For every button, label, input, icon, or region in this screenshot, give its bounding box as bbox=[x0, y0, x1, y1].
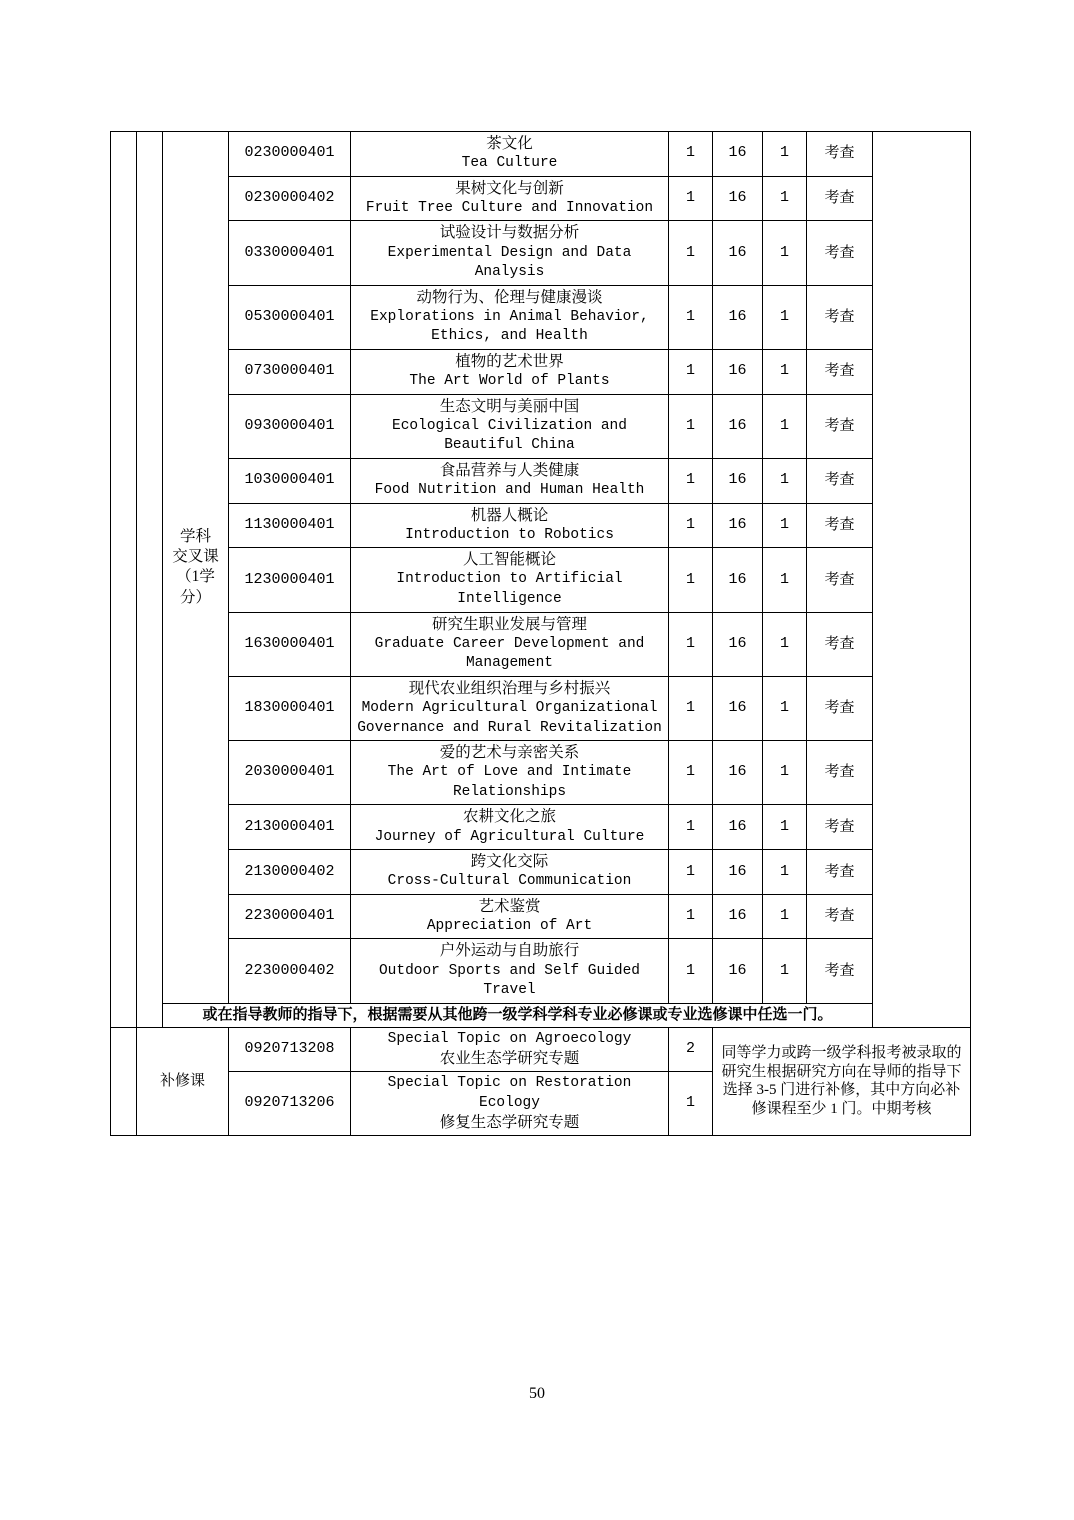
course-credit: 1 bbox=[669, 548, 713, 612]
course-code: 0230000402 bbox=[229, 176, 351, 221]
course-assessment: 考查 bbox=[807, 894, 873, 939]
course-term: 1 bbox=[763, 221, 807, 285]
course-name-en: Special Topic on Restoration Ecology bbox=[387, 1075, 632, 1111]
course-assessment: 考查 bbox=[807, 676, 873, 740]
course-name-cn: 修复生态学研究专题 bbox=[439, 1114, 580, 1132]
group-label-makeup: 补修课 bbox=[137, 1027, 229, 1136]
table-row bbox=[111, 1027, 971, 1072]
course-term: 1 bbox=[763, 850, 807, 895]
course-code: 0530000401 bbox=[229, 285, 351, 349]
course-credit: 1 bbox=[669, 612, 713, 676]
course-name-en: The Art of Love and Intimate Relationships bbox=[387, 764, 632, 800]
course-table bbox=[110, 131, 971, 1136]
course-name-en: Tea Culture bbox=[461, 155, 558, 172]
course-code: 1830000401 bbox=[229, 676, 351, 740]
course-assessment: 考查 bbox=[807, 285, 873, 349]
course-table-container bbox=[110, 131, 970, 1136]
course-hours: 16 bbox=[713, 285, 763, 349]
course-remark bbox=[873, 132, 971, 1028]
course-name-en: Introduction to Artificial Intelligence bbox=[396, 571, 623, 608]
course-name bbox=[351, 394, 669, 458]
course-name-cn: 果树文化与创新 bbox=[455, 179, 564, 197]
table-row bbox=[111, 394, 971, 458]
course-term: 1 bbox=[763, 394, 807, 458]
course-code: 0930000401 bbox=[229, 394, 351, 458]
course-code: 1030000401 bbox=[229, 458, 351, 503]
course-code: 2230000402 bbox=[229, 939, 351, 1003]
course-assessment: 考查 bbox=[807, 349, 873, 394]
course-hours: 16 bbox=[713, 894, 763, 939]
course-name-cn: 生态文明与美丽中国 bbox=[439, 397, 580, 415]
table-row bbox=[111, 741, 971, 805]
course-name-cn: 农耕文化之旅 bbox=[462, 808, 556, 826]
course-assessment: 考查 bbox=[807, 221, 873, 285]
page-number: 50 bbox=[529, 1385, 545, 1402]
course-term: 1 bbox=[763, 285, 807, 349]
course-name bbox=[351, 503, 669, 548]
course-assessment: 考查 bbox=[807, 394, 873, 458]
course-name-cn: 机器人概论 bbox=[470, 506, 549, 524]
course-hours: 16 bbox=[713, 548, 763, 612]
course-name-cn: 艺术鉴赏 bbox=[478, 897, 541, 915]
outer-spacer-cell-1 bbox=[111, 132, 137, 1028]
course-code: 1630000401 bbox=[229, 612, 351, 676]
course-credit: 1 bbox=[669, 741, 713, 805]
course-name bbox=[351, 1027, 669, 1072]
course-code: 0730000401 bbox=[229, 349, 351, 394]
table-row bbox=[111, 894, 971, 939]
course-name-en: Fruit Tree Culture and Innovation bbox=[365, 199, 654, 216]
makeup-remark: 同等学力或跨一级学科报考被录取的研究生根据研究方向在导师的指导下选择 3-5 门进行补修，其中方向必补修课程至少 1 门。中期考核 bbox=[713, 1027, 971, 1136]
outer-spacer-cell-3 bbox=[111, 1027, 137, 1136]
course-hours: 16 bbox=[713, 850, 763, 895]
course-term: 1 bbox=[763, 894, 807, 939]
course-term: 1 bbox=[763, 805, 807, 850]
course-name-cn: 研究生职业发展与管理 bbox=[431, 615, 587, 633]
table-row bbox=[111, 939, 971, 1003]
course-credit: 2 bbox=[669, 1027, 713, 1072]
course-term: 1 bbox=[763, 349, 807, 394]
table-row bbox=[111, 132, 971, 177]
course-name bbox=[351, 850, 669, 895]
course-name-en: Ecological Civilization and Beautiful China bbox=[392, 417, 627, 454]
course-name bbox=[351, 349, 669, 394]
course-name-cn: 现代农业组织治理与乡村振兴 bbox=[408, 679, 611, 697]
course-name-en: Food Nutrition and Human Health bbox=[374, 482, 645, 499]
course-name-en: Outdoor Sports and Self Guided Travel bbox=[378, 962, 641, 999]
table-row bbox=[111, 805, 971, 850]
course-credit: 1 bbox=[669, 850, 713, 895]
course-code: 2230000401 bbox=[229, 894, 351, 939]
course-hours: 16 bbox=[713, 676, 763, 740]
table-row bbox=[111, 850, 971, 895]
course-credit: 1 bbox=[669, 894, 713, 939]
course-hours: 16 bbox=[713, 612, 763, 676]
course-hours: 16 bbox=[713, 176, 763, 221]
table-row bbox=[111, 676, 971, 740]
course-name bbox=[351, 1072, 669, 1136]
course-code: 2130000402 bbox=[229, 850, 351, 895]
course-hours: 16 bbox=[713, 349, 763, 394]
group-label-line: 分） bbox=[179, 588, 211, 606]
course-term: 1 bbox=[763, 458, 807, 503]
course-hours: 16 bbox=[713, 805, 763, 850]
course-name bbox=[351, 741, 669, 805]
course-name-cn: 人工智能概论 bbox=[462, 551, 556, 569]
course-name bbox=[351, 805, 669, 850]
course-code: 2130000401 bbox=[229, 805, 351, 850]
course-name-cn: 动物行为、伦理与健康漫谈 bbox=[416, 288, 603, 306]
table-note-row bbox=[111, 1003, 971, 1027]
course-name bbox=[351, 676, 669, 740]
course-hours: 16 bbox=[713, 132, 763, 177]
course-name-en: Cross-Cultural Communication bbox=[387, 873, 632, 890]
course-credit: 1 bbox=[669, 221, 713, 285]
group-label-line: （1学 bbox=[176, 568, 215, 586]
course-name bbox=[351, 548, 669, 612]
course-name-en: Journey of Agricultural Culture bbox=[374, 828, 645, 845]
course-hours: 16 bbox=[713, 503, 763, 548]
course-name-cn: 户外运动与自助旅行 bbox=[439, 942, 580, 960]
course-name-cn: 农业生态学研究专题 bbox=[439, 1050, 580, 1068]
table-row bbox=[111, 458, 971, 503]
course-code: 0330000401 bbox=[229, 221, 351, 285]
course-name-cn: 试验设计与数据分析 bbox=[439, 224, 580, 242]
table-row bbox=[111, 221, 971, 285]
course-assessment: 考查 bbox=[807, 503, 873, 548]
course-assessment: 考查 bbox=[807, 458, 873, 503]
course-code: 0920713208 bbox=[229, 1027, 351, 1072]
table-row bbox=[111, 285, 971, 349]
course-assessment: 考查 bbox=[807, 805, 873, 850]
course-name bbox=[351, 939, 669, 1003]
course-hours: 16 bbox=[713, 741, 763, 805]
elective-note: 或在指导教师的指导下，根据需要从其他跨一级学科学科专业必修课或专业选修课中任选一门。 bbox=[163, 1003, 873, 1027]
course-credit: 1 bbox=[669, 285, 713, 349]
course-code: 0230000401 bbox=[229, 132, 351, 177]
course-name bbox=[351, 132, 669, 177]
course-hours: 16 bbox=[713, 221, 763, 285]
course-name-en: Special Topic on Agroecology bbox=[387, 1030, 632, 1047]
course-term: 1 bbox=[763, 548, 807, 612]
table-row bbox=[111, 548, 971, 612]
group-label-line: 交叉课 bbox=[172, 548, 219, 566]
course-assessment: 考查 bbox=[807, 850, 873, 895]
course-name-en: Experimental Design and Data Analysis bbox=[387, 244, 632, 281]
table-row bbox=[111, 503, 971, 548]
course-assessment: 考查 bbox=[807, 939, 873, 1003]
course-code: 1130000401 bbox=[229, 503, 351, 548]
course-term: 1 bbox=[763, 676, 807, 740]
course-code: 0920713206 bbox=[229, 1072, 351, 1136]
group-label-line: 学科 bbox=[179, 528, 211, 546]
course-assessment: 考查 bbox=[807, 176, 873, 221]
course-credit: 1 bbox=[669, 394, 713, 458]
course-name bbox=[351, 612, 669, 676]
group-label-interdisciplinary bbox=[163, 132, 229, 1004]
course-credit: 1 bbox=[669, 176, 713, 221]
table-row bbox=[111, 349, 971, 394]
course-name-en: Modern Agricultural Organizational Governance and Rural Revitalization bbox=[357, 699, 662, 736]
course-credit: 1 bbox=[669, 676, 713, 740]
course-table-body bbox=[111, 132, 971, 1136]
course-assessment: 考查 bbox=[807, 741, 873, 805]
course-credit: 1 bbox=[669, 939, 713, 1003]
course-name-en: Appreciation of Art bbox=[426, 917, 593, 934]
course-hours: 16 bbox=[713, 939, 763, 1003]
course-credit: 1 bbox=[669, 132, 713, 177]
course-name bbox=[351, 176, 669, 221]
course-name-cn: 茶文化 bbox=[486, 135, 533, 152]
course-term: 1 bbox=[763, 939, 807, 1003]
course-credit: 1 bbox=[669, 458, 713, 503]
course-name-en: Explorations in Animal Behavior, Ethics, and Health bbox=[370, 308, 649, 345]
course-name-cn: 食品营养与人类健康 bbox=[439, 461, 580, 479]
course-credit: 1 bbox=[669, 503, 713, 548]
course-credit: 1 bbox=[669, 805, 713, 850]
course-name-cn: 跨文化交际 bbox=[470, 853, 549, 871]
course-name-en: Introduction to Robotics bbox=[405, 526, 614, 543]
course-hours: 16 bbox=[713, 458, 763, 503]
course-name bbox=[351, 894, 669, 939]
course-term: 1 bbox=[763, 503, 807, 548]
course-credit: 1 bbox=[669, 1072, 713, 1136]
course-hours: 16 bbox=[713, 394, 763, 458]
course-name-cn: 爱的艺术与亲密关系 bbox=[439, 744, 580, 762]
course-name-cn: 植物的艺术世界 bbox=[455, 352, 564, 370]
course-name bbox=[351, 221, 669, 285]
course-assessment: 考查 bbox=[807, 132, 873, 177]
course-term: 1 bbox=[763, 132, 807, 177]
course-term: 1 bbox=[763, 612, 807, 676]
table-row bbox=[111, 176, 971, 221]
course-code: 1230000401 bbox=[229, 548, 351, 612]
course-name-en: Graduate Career Development and Management bbox=[374, 635, 645, 672]
course-code: 2030000401 bbox=[229, 741, 351, 805]
course-term: 1 bbox=[763, 176, 807, 221]
course-name bbox=[351, 285, 669, 349]
course-name bbox=[351, 458, 669, 503]
course-credit: 1 bbox=[669, 349, 713, 394]
course-name-en: The Art World of Plants bbox=[409, 373, 610, 390]
outer-spacer-cell-2 bbox=[137, 132, 163, 1028]
course-term: 1 bbox=[763, 741, 807, 805]
course-assessment: 考查 bbox=[807, 612, 873, 676]
table-row bbox=[111, 612, 971, 676]
course-assessment: 考查 bbox=[807, 548, 873, 612]
